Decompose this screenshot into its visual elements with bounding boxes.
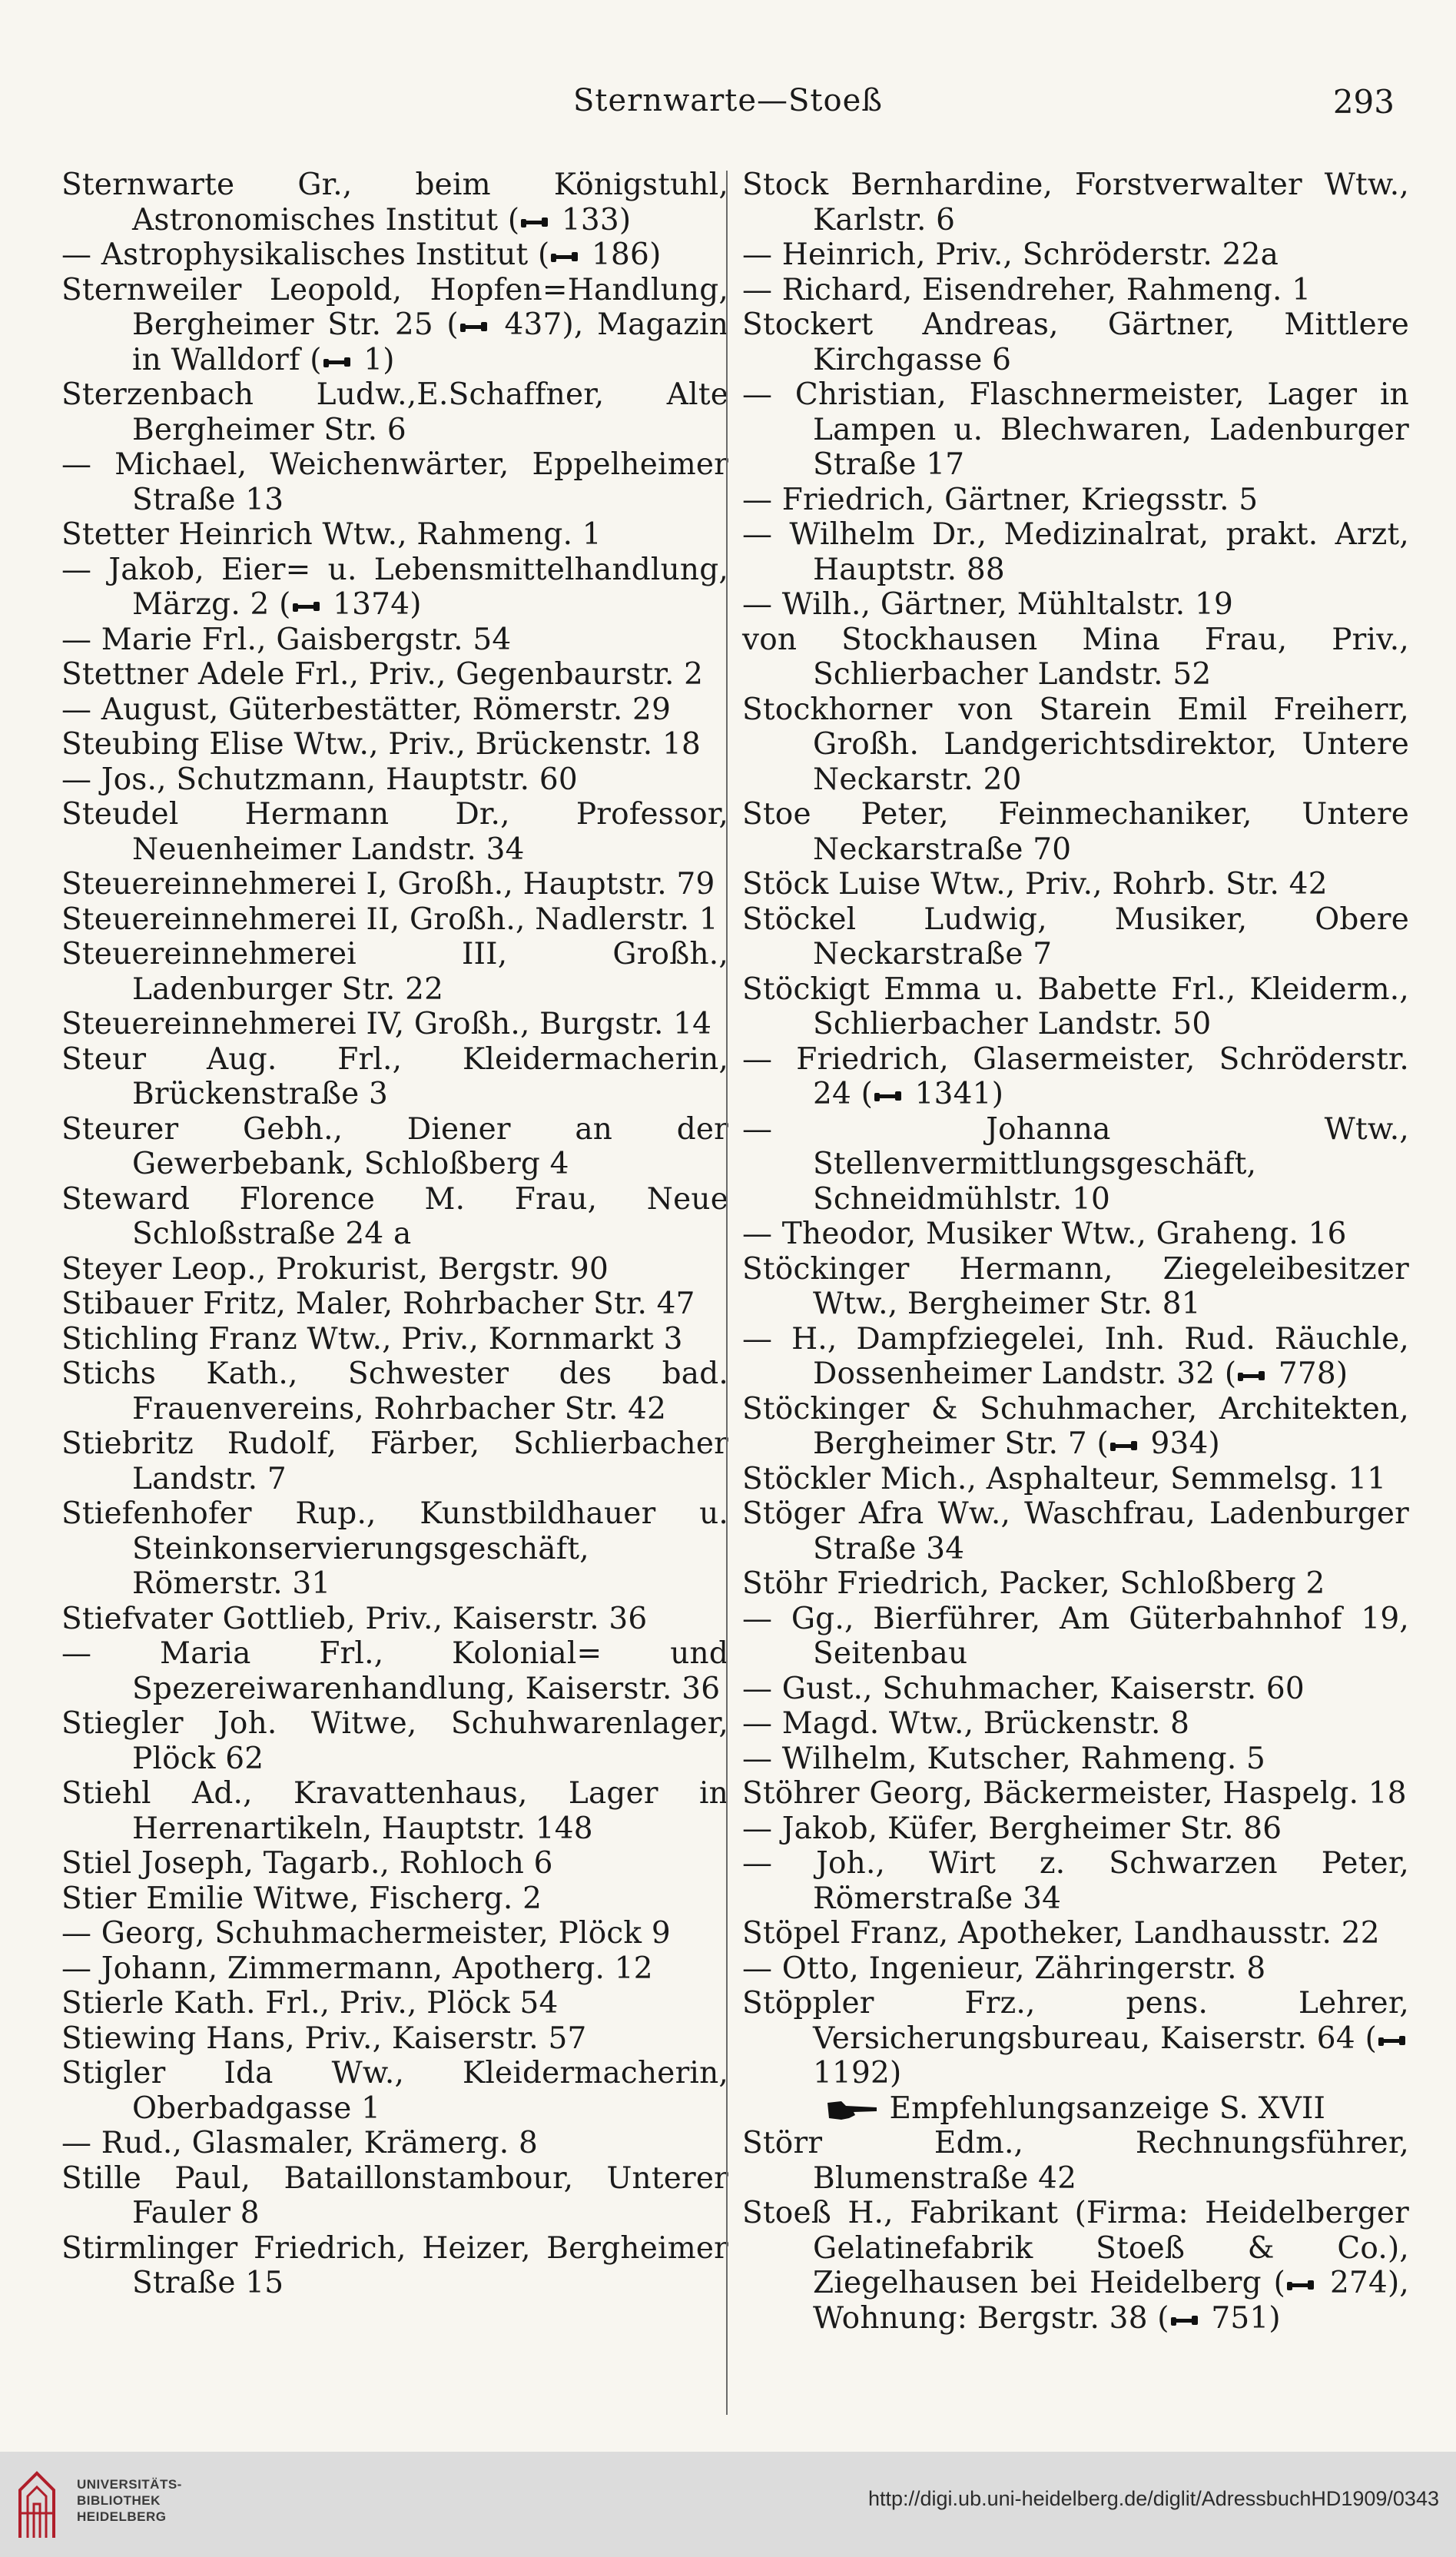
directory-entry [742, 1217, 1409, 1252]
directory-entry [61, 692, 728, 728]
entry-text: — Astrophysikalisches Institut ( [61, 237, 550, 272]
entry-text: Steuereinnehmerei I, Großh., Hauptstr. 79 [61, 867, 715, 902]
entry-text: Stiefvater Gottlieb, Priv., Kaiserstr. 36 [61, 1601, 648, 1636]
directory-entry [742, 1986, 1409, 2091]
entry-text: Steur Aug. Frl., Kleidermacherin, Brückenstraße 3 [61, 1041, 728, 1111]
entry-text: Stock Bernhardine, Forstverwalter Wtw., Karlstr. 6 [742, 168, 1409, 237]
directory-entry [742, 1951, 1409, 1987]
entry-text: Stiehl Ad., Kravattenhaus, Lager in Herrenartikeln, Hauptstr. 148 [61, 1776, 728, 1846]
entry-text: Stiefenhofer Rup., Kunstbildhauer u. Steinkonservierungsgeschäft, Römerstr. 31 [61, 1496, 728, 1601]
telephone-icon [1377, 2033, 1408, 2048]
entry-text: — Jakob, Eier= u. Lebensmittelhandlung, Märzg. 2 ( [61, 552, 728, 622]
telephone-icon [1109, 1438, 1139, 1453]
entry-text: Stöppler Frz., pens. Lehrer, Versicherungsbureau, Kaiserstr. 64 ( [742, 1986, 1409, 2056]
entry-text: Stöger Afra Ww., Waschfrau, Ladenburger Straße 34 [742, 1496, 1409, 1566]
directory-entry [61, 1951, 728, 1987]
directory-entry [61, 1112, 728, 1182]
page-number: 293 [1332, 83, 1395, 121]
directory-entry [742, 377, 1409, 483]
directory-entry [742, 587, 1409, 623]
entry-text: Sternweiler Leopold, Hopfen=Handlung, Bergheimer Str. 25 ( [61, 272, 728, 342]
column-divider [726, 171, 728, 2415]
entry-text: — Michael, Weichenwärter, Eppelheimer Straße 13 [61, 447, 728, 517]
entry-text: Stockert Andreas, Gärtner, Mittlere Kirchgasse 6 [742, 307, 1409, 377]
directory-entry [742, 2091, 1409, 2127]
directory-entry [61, 1322, 728, 1357]
directory-entry [742, 1462, 1409, 1497]
directory-entry [61, 1042, 728, 1112]
entry-text: Stöckler Mich., Asphalteur, Semmelsg. 11 [742, 1461, 1387, 1496]
entry-text: Stiebritz Rudolf, Färber, Schlierbacher Landstr. 7 [61, 1426, 728, 1496]
entry-text: Stiewing Hans, Priv., Kaiserstr. 57 [61, 2021, 587, 2056]
entry-text: — Friedrich, Gärtner, Kriegsstr. 5 [742, 482, 1259, 517]
directory-entry [742, 168, 1409, 237]
entry-text: 274), Wohnung: Bergstr. 38 ( [813, 2266, 1409, 2336]
running-title: Sternwarte—Stoeß [573, 83, 883, 118]
directory-entry [61, 1986, 728, 2021]
directory-entry [61, 1706, 728, 1776]
entry-text: Stigler Ida Ww., Kleidermacherin, Oberbadgasse 1 [61, 2056, 728, 2126]
directory-entry [742, 1742, 1409, 1777]
entry-text: 1192) [813, 2056, 902, 2090]
directory-entry [742, 483, 1409, 518]
entry-text: Stille Paul, Bataillonstambour, Unterer Fauler 8 [61, 2160, 728, 2230]
directory-entry [742, 1566, 1409, 1602]
entry-text: Stöck Luise Wtw., Priv., Rohrb. Str. 42 [742, 867, 1328, 902]
directory-entry [742, 867, 1409, 902]
entry-text: Steudel Hermann Dr., Professor, Neuenheimer Landstr. 34 [61, 797, 728, 867]
entry-text: — Gg., Bierführer, Am Güterbahnhof 19, Seitenbau [742, 1601, 1409, 1671]
directory-entry [61, 2126, 728, 2161]
directory-entry [61, 1602, 728, 1637]
directory-entry [61, 867, 728, 902]
entry-text: — Theodor, Musiker Wtw., Graheng. 16 [742, 1217, 1347, 1251]
directory-entry [61, 2056, 728, 2126]
entry-text: 186) [582, 237, 662, 272]
entry-text: — Richard, Eisendreher, Rahmeng. 1 [742, 272, 1312, 307]
entry-text: Stöhr Friedrich, Packer, Schloßberg 2 [742, 1566, 1325, 1601]
entry-text: 1) [353, 342, 395, 377]
entry-text: — Jakob, Küfer, Bergheimer Str. 86 [742, 1811, 1282, 1846]
entry-text: — Georg, Schuhmachermeister, Plöck 9 [61, 1916, 671, 1951]
directory-entry [61, 1287, 728, 1322]
directory-entry [742, 1811, 1409, 1847]
directory-entry [742, 517, 1409, 587]
telephone-icon [549, 249, 580, 264]
directory-entry [742, 972, 1409, 1042]
telephone-icon [519, 214, 550, 230]
telephone-icon [873, 1088, 904, 1104]
directory-entry [61, 1252, 728, 1287]
entry-text: Stöckinger & Schuhmacher, Architekten, Bergheimer Str. 7 ( [742, 1391, 1409, 1461]
entry-text: Steuereinnehmerei II, Großh., Nadlerstr. 1 [61, 902, 718, 937]
entry-text: Steubing Elise Wtw., Priv., Brückenstr. 18 [61, 727, 701, 762]
directory-entry [61, 517, 728, 553]
entry-text: — August, Güterbestätter, Römerstr. 29 [61, 692, 672, 727]
entry-text: — Johanna Wtw., Stellenvermittlungsgeschäft, Schneidmühlstr. 10 [742, 1111, 1409, 1217]
directory-entry [61, 377, 728, 447]
directory-entry [742, 1776, 1409, 1811]
entry-text: — Wilhelm Dr., Medizinalrat, prakt. Arzt, Hauptstr. 88 [742, 517, 1409, 587]
entry-text: — Friedrich, Glasermeister, Schröderstr. 24 ( [742, 1041, 1409, 1111]
library-name: UNIVERSITÄTS- BIBLIOTHEK HEIDELBERG [77, 2477, 182, 2524]
directory-entry [742, 1322, 1409, 1392]
telephone-icon [322, 354, 353, 370]
entry-text: 1374) [323, 587, 422, 622]
entry-text: — H., Dampfziegelei, Inh. Rud. Räuchle, Dossenheimer Landstr. 32 ( [742, 1321, 1409, 1391]
directory-entry [61, 2231, 728, 2301]
directory-entry [61, 2161, 728, 2231]
entry-text: Stiegler Joh. Witwe, Schuhwarenlager, Plöck 62 [61, 1706, 728, 1776]
directory-entry [742, 1496, 1409, 1566]
directory-entry [742, 307, 1409, 377]
source-url-link[interactable]: http://digi.ub.uni-heidelberg.de/diglit/AdressbuchHD1909/0343 [867, 2487, 1439, 2510]
directory-entry [742, 237, 1409, 273]
entry-text: von Stockhausen Mina Frau, Priv., Schlierbacher Landstr. 52 [742, 622, 1409, 692]
telephone-icon [459, 319, 489, 334]
directory-entry [742, 1252, 1409, 1322]
directory-entry [61, 657, 728, 692]
entry-text: — Wilhelm, Kutscher, Rahmeng. 5 [742, 1741, 1266, 1776]
entry-text: — Marie Frl., Gaisbergstr. 54 [61, 622, 512, 657]
page-header [61, 83, 1395, 129]
directory-entry [742, 1672, 1409, 1707]
entry-text: Steurer Gebh., Diener an der Gewerbebank, Schloßberg 4 [61, 1111, 728, 1181]
entry-text: — Johann, Zimmermann, Apotherg. 12 [61, 1951, 653, 1986]
directory-entry [61, 1357, 728, 1426]
directory-entry [61, 1916, 728, 1951]
entry-text: Sterzenbach Ludw.,E.Schaffner, Alte Bergheimer Str. 6 [61, 377, 728, 447]
directory-entry [61, 1496, 728, 1602]
directory-entry [61, 1846, 728, 1881]
telephone-icon [1169, 2313, 1200, 2328]
entry-text: 751) [1201, 2300, 1281, 2336]
directory-entry [742, 1846, 1409, 1916]
directory-entry [61, 1881, 728, 1917]
entry-text: Sternwarte Gr., beim Königstuhl, Astronomisches Institut ( [61, 168, 728, 237]
entry-text: Stöckigt Emma u. Babette Frl., Kleiderm., Schlierbacher Landstr. 50 [742, 971, 1409, 1041]
directory-entry [61, 762, 728, 798]
entry-text: Stöckinger Hermann, Ziegeleibesitzer Wtw., Bergheimer Str. 81 [742, 1251, 1409, 1321]
entry-text: Stiel Joseph, Tagarb., Rohloch 6 [61, 1846, 553, 1881]
entry-text: Steuereinnehmerei III, Großh., Ladenburger Str. 22 [61, 937, 728, 1007]
directory-entry [61, 727, 728, 762]
entry-text: Steward Florence M. Frau, Neue Schloßstraße 24 a [61, 1181, 728, 1251]
pointing-hand-icon [826, 2098, 880, 2123]
directory-entry [742, 2126, 1409, 2196]
entry-text: — Maria Frl., Kolonial= und Spezereiwarenhandlung, Kaiserstr. 36 [61, 1636, 728, 1706]
entry-text: — Christian, Flaschnermeister, Lager in Lampen u. Blechwaren, Ladenburger Straße 17 [742, 377, 1409, 482]
entry-text: — Wilh., Gärtner, Mühltalstr. 19 [742, 587, 1234, 622]
entry-text: Stirmlinger Friedrich, Heizer, Bergheimer Straße 15 [61, 2230, 728, 2300]
directory-entry [742, 623, 1409, 692]
library-seal-icon [14, 2467, 60, 2544]
entry-text: Stoeß H., Fabrikant (Firma: Heidelberger Gelatinefabrik Stoeß & Co.), Ziegelhausen bei Heidelberg ( [742, 2196, 1409, 2300]
directory-entry [742, 1706, 1409, 1742]
entry-text: 778) [1269, 1357, 1348, 1391]
directory-entry [742, 2196, 1409, 2336]
directory-entry [742, 902, 1409, 972]
directory-entry [61, 902, 728, 938]
directory-entry [61, 1426, 728, 1496]
right-column [742, 168, 1409, 2336]
entry-text: — Rud., Glasmaler, Krämerg. 8 [61, 2126, 538, 2160]
entry-text: — Heinrich, Priv., Schröderstr. 22a [742, 237, 1279, 272]
directory-entry [742, 1042, 1409, 1112]
directory-entry [61, 1636, 728, 1706]
directory-entry [61, 237, 728, 273]
directory-entry [742, 1916, 1409, 1951]
entry-text: Stettner Adele Frl., Priv., Gegenbaurstr. 2 [61, 657, 704, 692]
entry-text: Stichling Franz Wtw., Priv., Kornmarkt 3 [61, 1321, 683, 1357]
entry-text: 934) [1140, 1426, 1220, 1461]
entry-text: Stierle Kath. Frl., Priv., Plöck 54 [61, 1986, 559, 2021]
left-column [61, 168, 728, 2301]
entry-text: — Gust., Schuhmacher, Kaiserstr. 60 [742, 1671, 1305, 1706]
entry-text: Stockhorner von Starein Emil Freiherr, Großh. Landgerichtsdirektor, Untere Neckarstr. 20 [742, 692, 1409, 797]
entry-text: Stetter Heinrich Wtw., Rahmeng. 1 [61, 517, 602, 552]
entry-text: Stöckel Ludwig, Musiker, Obere Neckarstraße 7 [742, 902, 1409, 971]
entry-text: — Magd. Wtw., Brückenstr. 8 [742, 1706, 1190, 1741]
entry-text: 133) [552, 202, 632, 237]
directory-entry [742, 692, 1409, 798]
entry-text: Stibauer Fritz, Maler, Rohrbacher Str. 47 [61, 1287, 695, 1321]
entry-text: Stöpel Franz, Apotheker, Landhausstr. 22 [742, 1916, 1380, 1951]
entry-text: Stöhrer Georg, Bäckermeister, Haspelg. 18 [742, 1776, 1407, 1811]
entry-text: Stichs Kath., Schwester des bad. Frauenvereins, Rohrbacher Str. 42 [61, 1357, 728, 1426]
entry-text: Empfehlungsanzeige S. XVII [879, 2090, 1326, 2126]
directory-entry [742, 273, 1409, 308]
directory-entry [61, 168, 728, 237]
directory-entry [742, 797, 1409, 867]
entry-text: Stoe Peter, Feinmechaniker, Untere Neckarstraße 70 [742, 797, 1409, 867]
telephone-icon [1236, 1368, 1267, 1383]
entry-text: Steyer Leop., Prokurist, Bergstr. 90 [61, 1251, 609, 1287]
directory-entry [61, 623, 728, 658]
directory-entry [61, 937, 728, 1007]
directory-entry [61, 1776, 728, 1846]
directory-entry [61, 447, 728, 517]
directory-entry [742, 1392, 1409, 1462]
entry-text: Stier Emilie Witwe, Fischerg. 2 [61, 1881, 542, 1916]
directory-entry [61, 273, 728, 378]
directory-entry [61, 1182, 728, 1252]
entry-text: 437), Magazin in Walldorf ( [132, 307, 729, 377]
directory-entry [61, 1007, 728, 1042]
entry-text: Steuereinnehmerei IV, Großh., Burgstr. 14 [61, 1007, 712, 1041]
entry-text: Störr Edm., Rechnungsführer, Blumenstraße 42 [742, 2126, 1409, 2196]
telephone-icon [291, 599, 322, 614]
entry-text: — Joh., Wirt z. Schwarzen Peter, Römerstraße 34 [742, 1846, 1409, 1916]
entry-text: — Otto, Ingenieur, Zähringerstr. 8 [742, 1951, 1266, 1986]
directory-entry [61, 2021, 728, 2057]
entry-text: — Jos., Schutzmann, Hauptstr. 60 [61, 762, 578, 797]
entry-text: 1341) [905, 1077, 1004, 1111]
directory-entry [61, 797, 728, 867]
directory-entry [61, 553, 728, 623]
directory-entry [742, 1112, 1409, 1217]
directory-entry [742, 1602, 1409, 1672]
telephone-icon [1285, 2277, 1316, 2293]
